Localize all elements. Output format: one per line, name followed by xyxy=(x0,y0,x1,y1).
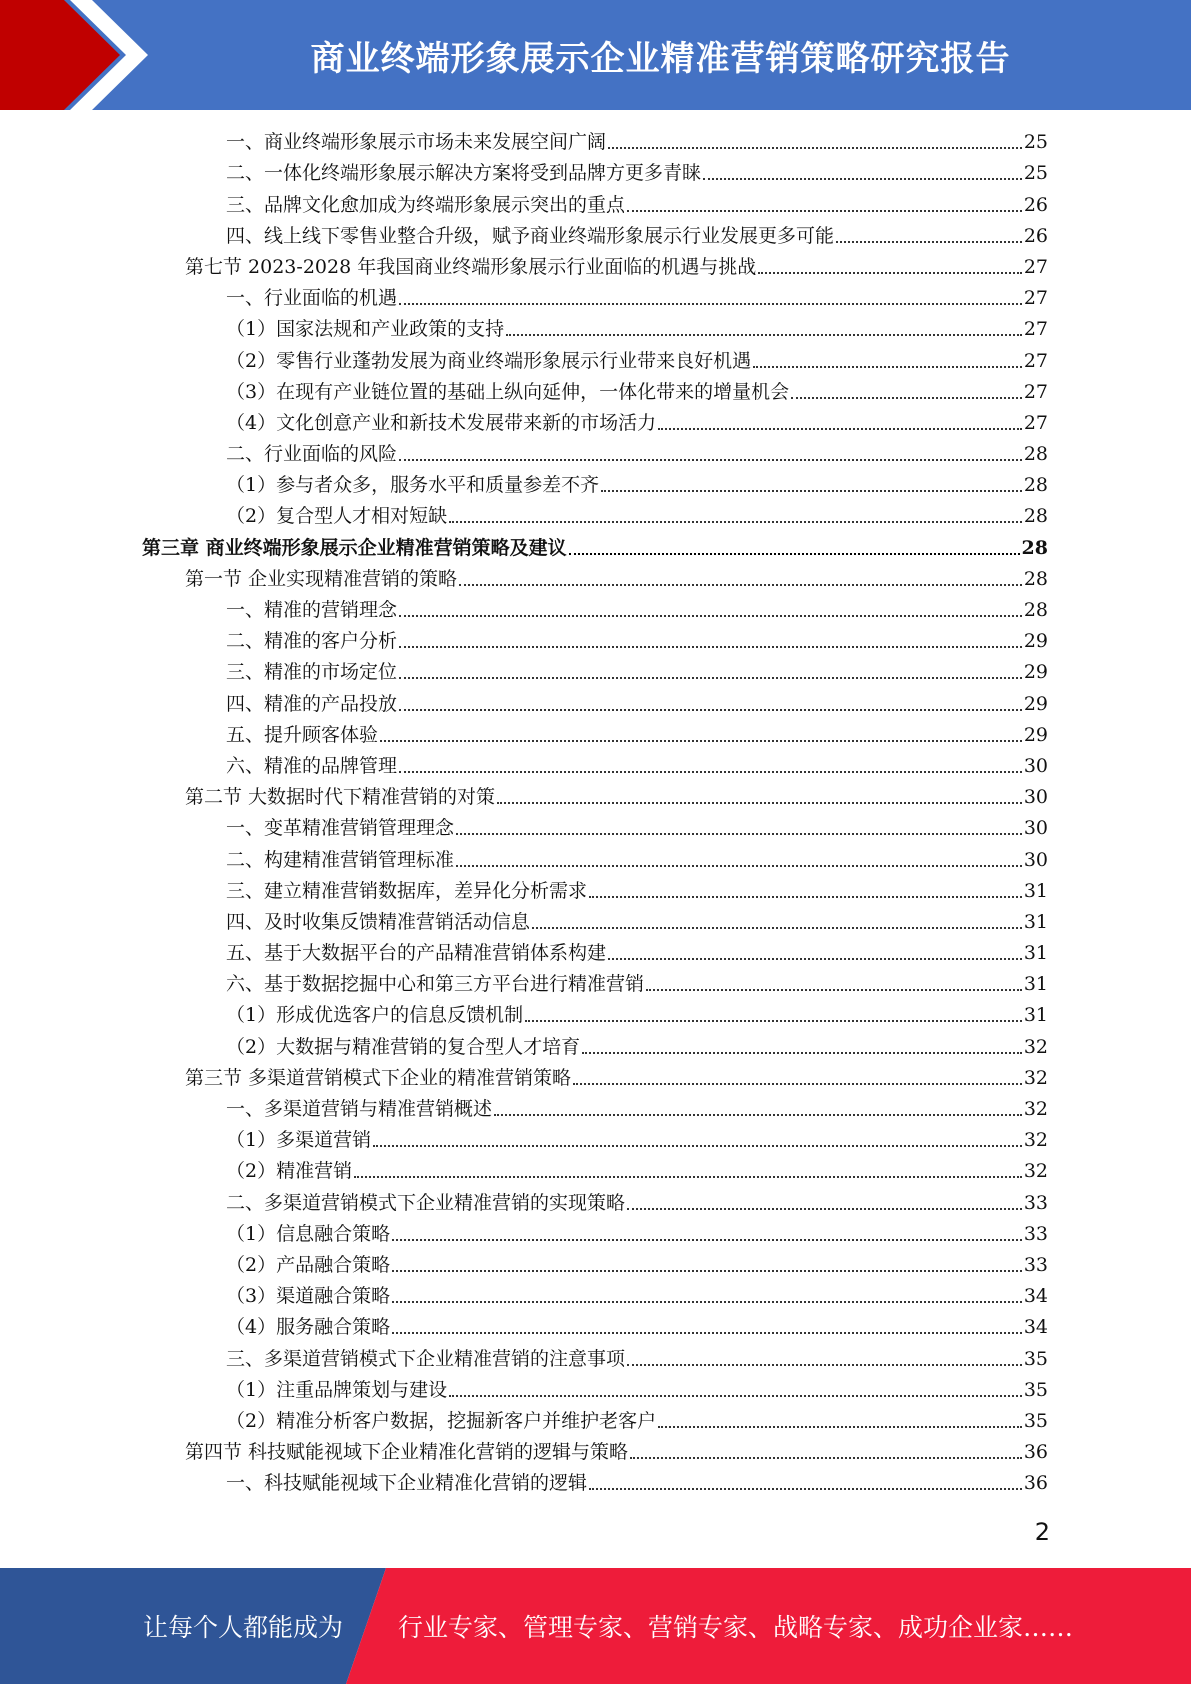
toc-entry-label: 一、精准的营销理念 xyxy=(226,599,398,621)
toc-leader-dots xyxy=(399,459,1022,461)
toc-entry-page: 28 xyxy=(1023,567,1048,590)
toc-leader-dots xyxy=(658,1426,1022,1428)
toc-entry[interactable] xyxy=(0,656,1191,687)
toc-entry-page: 28 xyxy=(1023,505,1048,528)
toc-leader-dots xyxy=(627,210,1022,212)
toc-leader-dots xyxy=(459,584,1022,586)
toc-entry-page: 34 xyxy=(1023,1285,1048,1308)
toc-leader-dots xyxy=(630,1457,1022,1459)
toc-entry-page: 33 xyxy=(1023,1191,1048,1214)
toc-entry-page: 27 xyxy=(1023,318,1048,341)
toc-entry[interactable] xyxy=(0,843,1191,874)
toc-entry-page: 29 xyxy=(1023,723,1048,746)
toc-entry-label: 二、一体化终端形象展示解决方案将受到品牌方更多青睐 xyxy=(226,162,702,185)
toc-entry-label: （1）形成优选客户的信息反馈机制 xyxy=(226,1004,524,1027)
toc-entry[interactable] xyxy=(0,469,1191,500)
toc-entry-label: 第四节 科技赋能视域下企业精准化营销的逻辑与策略 xyxy=(185,1441,629,1464)
toc-leader-dots xyxy=(532,927,1022,929)
toc-entry-label: 三、精准的市场定位 xyxy=(226,661,398,684)
toc-entry-label: 三、建立精准营销数据库，差异化分析需求 xyxy=(226,879,588,902)
toc-entry-label: （2）零售行业蓬勃发展为商业终端形象展示行业带来良好机遇 xyxy=(226,349,752,372)
toc-entry[interactable] xyxy=(0,1155,1191,1186)
toc-leader-dots xyxy=(506,334,1022,336)
toc-entry-label: （4）文化创意产业和新技术发展带来新的市场活力 xyxy=(226,411,657,434)
toc-entry[interactable] xyxy=(0,1280,1191,1311)
toc-entry-page: 32 xyxy=(1023,1129,1048,1152)
toc-entry[interactable] xyxy=(0,376,1191,407)
toc-entry[interactable] xyxy=(0,625,1191,656)
toc-entry-label: （1）信息融合策略 xyxy=(226,1222,391,1245)
toc-entry-label: 五、基于大数据平台的产品精准营销体系构建 xyxy=(226,942,607,965)
toc-entry-page: 33 xyxy=(1023,1253,1048,1276)
toc-entry-page: 25 xyxy=(1023,131,1048,154)
toc-entry-label: 第二节 大数据时代下精准营销的对策 xyxy=(185,786,496,809)
table-of-contents xyxy=(0,126,1191,1498)
toc-entry-page: 27 xyxy=(1023,411,1048,434)
toc-entry-label: 二、行业面临的风险 xyxy=(226,443,398,466)
toc-entry-page: 35 xyxy=(1023,1347,1048,1370)
toc-entry-page: 29 xyxy=(1023,630,1048,653)
toc-entry[interactable] xyxy=(0,594,1191,625)
toc-entry-page: 28 xyxy=(1023,599,1048,621)
toc-entry[interactable] xyxy=(0,1405,1191,1436)
toc-entry-page: 36 xyxy=(1023,1472,1048,1495)
toc-entry[interactable] xyxy=(0,1374,1191,1405)
toc-entry-page: 29 xyxy=(1023,692,1048,715)
toc-leader-dots xyxy=(456,833,1022,835)
toc-entry[interactable] xyxy=(0,1218,1191,1249)
toc-entry-page: 27 xyxy=(1023,380,1048,403)
toc-entry[interactable] xyxy=(0,531,1191,562)
toc-entry-page: 26 xyxy=(1023,193,1048,216)
toc-entry-label: （4）服务融合策略 xyxy=(226,1316,391,1339)
toc-leader-dots xyxy=(589,1488,1022,1490)
toc-leader-dots xyxy=(573,1083,1022,1085)
toc-entry-page: 32 xyxy=(1023,1035,1048,1058)
toc-entry-page: 30 xyxy=(1023,817,1048,840)
toc-entry-label: 二、构建精准营销管理标准 xyxy=(226,848,455,871)
toc-leader-dots xyxy=(392,1301,1022,1303)
toc-leader-dots xyxy=(380,740,1022,742)
toc-entry-label: 一、多渠道营销与精准营销概述 xyxy=(226,1098,493,1120)
toc-entry[interactable] xyxy=(0,1062,1191,1093)
toc-entry[interactable] xyxy=(0,937,1191,968)
toc-entry-page: 35 xyxy=(1023,1409,1048,1432)
toc-entry[interactable] xyxy=(0,1311,1191,1342)
toc-entry-label: 二、精准的客户分析 xyxy=(226,630,398,653)
toc-leader-dots xyxy=(627,1208,1022,1210)
toc-entry[interactable] xyxy=(0,1342,1191,1373)
toc-entry-label: 第三章 商业终端形象展示企业精准营销策略及建议 xyxy=(142,536,567,559)
toc-leader-dots xyxy=(646,989,1022,991)
toc-entry[interactable] xyxy=(0,407,1191,438)
toc-leader-dots xyxy=(608,958,1022,960)
page-header xyxy=(0,0,1191,110)
toc-entry-page: 32 xyxy=(1023,1098,1048,1120)
toc-entry[interactable] xyxy=(0,220,1191,251)
toc-entry-label: （1）国家法规和产业政策的支持 xyxy=(226,318,505,341)
toc-entry-label: 五、提升顾客体验 xyxy=(226,723,379,746)
toc-entry[interactable] xyxy=(0,781,1191,812)
toc-entry[interactable] xyxy=(0,1093,1191,1124)
toc-leader-dots xyxy=(373,1145,1022,1147)
toc-entry-label: 四、线上线下零售业整合升级，赋予商业终端形象展示行业发展更多可能 xyxy=(226,224,835,247)
toc-entry-label: 一、商业终端形象展示市场未来发展空间广阔 xyxy=(226,131,607,154)
page-footer xyxy=(0,1568,1191,1684)
toc-entry[interactable] xyxy=(0,1186,1191,1217)
toc-entry[interactable] xyxy=(0,1436,1191,1467)
toc-leader-dots xyxy=(658,428,1022,430)
toc-entry[interactable] xyxy=(0,282,1191,313)
toc-entry[interactable] xyxy=(0,968,1191,999)
toc-leader-dots xyxy=(836,241,1022,243)
toc-entry-label: （2）精准营销 xyxy=(226,1160,353,1183)
toc-entry-page: 28 xyxy=(1021,536,1048,559)
toc-entry-page: 31 xyxy=(1023,973,1048,996)
toc-leader-dots xyxy=(399,771,1022,773)
toc-entry[interactable] xyxy=(0,500,1191,531)
red-chevron-icon xyxy=(0,0,160,110)
toc-entry[interactable] xyxy=(0,875,1191,906)
toc-entry-label: 三、多渠道营销模式下企业精准营销的注意事项 xyxy=(226,1347,626,1370)
toc-entry-page: 30 xyxy=(1023,754,1048,777)
toc-leader-dots xyxy=(791,397,1022,399)
toc-entry-page: 32 xyxy=(1023,1066,1048,1089)
toc-entry-label: （1）注重品牌策划与建设 xyxy=(226,1378,448,1401)
toc-entry-label: （2）精准分析客户数据，挖掘新客户并维护老客户 xyxy=(226,1409,657,1432)
toc-entry-page: 27 xyxy=(1023,287,1048,310)
toc-entry-page: 27 xyxy=(1023,349,1048,372)
toc-entry[interactable] xyxy=(0,719,1191,750)
toc-entry-label: （1）参与者众多，服务水平和质量参差不齐 xyxy=(226,474,600,497)
toc-entry-page: 36 xyxy=(1023,1441,1048,1464)
report-title: 商业终端形象展示企业精准营销策略研究报告 xyxy=(310,38,1011,79)
toc-leader-dots xyxy=(753,366,1022,368)
toc-entry-label: 三、品牌文化愈加成为终端形象展示突出的重点 xyxy=(226,193,626,216)
toc-entry-page: 29 xyxy=(1023,661,1048,684)
toc-entry-label: 一、科技赋能视域下企业精准化营销的逻辑 xyxy=(226,1472,588,1495)
toc-leader-dots xyxy=(525,1020,1022,1022)
toc-leader-dots xyxy=(703,178,1022,180)
toc-leader-dots xyxy=(354,1176,1022,1178)
toc-entry[interactable] xyxy=(0,157,1191,188)
toc-entry[interactable] xyxy=(0,1124,1191,1155)
toc-leader-dots xyxy=(569,553,1020,555)
toc-leader-dots xyxy=(627,1364,1022,1366)
toc-entry-label: 六、基于数据挖掘中心和第三方平台进行精准营销 xyxy=(226,973,645,996)
toc-entry-page: 28 xyxy=(1023,443,1048,466)
toc-entry[interactable] xyxy=(0,188,1191,219)
toc-entry-label: （3）在现有产业链位置的基础上纵向延伸，一体化带来的增量机会 xyxy=(226,380,790,403)
toc-entry-page: 33 xyxy=(1023,1222,1048,1245)
page-number: 2 xyxy=(1034,1518,1050,1546)
toc-entry[interactable] xyxy=(0,999,1191,1030)
toc-leader-dots xyxy=(456,865,1022,867)
toc-entry[interactable] xyxy=(0,126,1191,157)
toc-entry-page: 28 xyxy=(1023,474,1048,497)
toc-entry-label: （3）渠道融合策略 xyxy=(226,1285,391,1308)
toc-entry[interactable] xyxy=(0,563,1191,594)
toc-entry[interactable] xyxy=(0,438,1191,469)
toc-entry-page: 25 xyxy=(1023,162,1048,185)
toc-leader-dots xyxy=(589,896,1022,898)
toc-entry-page: 31 xyxy=(1023,1004,1048,1027)
toc-entry-page: 31 xyxy=(1023,942,1048,965)
toc-leader-dots xyxy=(497,802,1022,804)
toc-entry-label: 六、精准的品牌管理 xyxy=(226,754,398,777)
toc-leader-dots xyxy=(608,147,1022,149)
toc-leader-dots xyxy=(399,615,1022,617)
toc-entry-label: 四、及时收集反馈精准营销活动信息 xyxy=(226,910,531,933)
toc-leader-dots xyxy=(449,521,1022,523)
toc-leader-dots xyxy=(392,1239,1022,1241)
toc-leader-dots xyxy=(399,677,1022,679)
toc-entry-page: 27 xyxy=(1023,255,1048,278)
toc-entry-label: 一、行业面临的机遇 xyxy=(226,287,398,310)
toc-leader-dots xyxy=(399,709,1022,711)
toc-entry[interactable] xyxy=(0,251,1191,282)
toc-entry[interactable] xyxy=(0,1249,1191,1280)
toc-leader-dots xyxy=(449,1395,1022,1397)
toc-entry[interactable] xyxy=(0,750,1191,781)
toc-entry[interactable] xyxy=(0,906,1191,937)
toc-entry-label: （2）复合型人才相对短缺 xyxy=(226,505,448,528)
toc-leader-dots xyxy=(392,1332,1022,1334)
toc-entry-label: 四、精准的产品投放 xyxy=(226,692,398,715)
toc-leader-dots xyxy=(494,1114,1022,1116)
toc-leader-dots xyxy=(582,1052,1022,1054)
toc-entry[interactable] xyxy=(0,687,1191,718)
toc-entry-label: 一、变革精准营销管理理念 xyxy=(226,817,455,840)
toc-leader-dots xyxy=(392,1270,1022,1272)
toc-entry-page: 32 xyxy=(1023,1160,1048,1183)
toc-entry-label: 第一节 企业实现精准营销的策略 xyxy=(185,567,458,590)
toc-entry-page: 26 xyxy=(1023,224,1048,247)
toc-entry-page: 30 xyxy=(1023,786,1048,809)
toc-entry-page: 34 xyxy=(1023,1316,1048,1339)
toc-entry-page: 31 xyxy=(1023,879,1048,902)
toc-leader-dots xyxy=(601,490,1022,492)
toc-entry-page: 30 xyxy=(1023,848,1048,871)
toc-entry[interactable] xyxy=(0,1467,1191,1498)
toc-leader-dots xyxy=(399,646,1022,648)
toc-entry-label: （1）多渠道营销 xyxy=(226,1129,372,1152)
toc-entry-label: （2）产品融合策略 xyxy=(226,1253,391,1276)
footer-slogan-left: 让每个人都能成为 xyxy=(143,1613,344,1642)
toc-entry[interactable] xyxy=(0,313,1191,344)
toc-entry-label: （2）大数据与精准营销的复合型人才培育 xyxy=(226,1035,581,1058)
toc-leader-dots xyxy=(399,303,1022,305)
toc-entry-label: 二、多渠道营销模式下企业精准营销的实现策略 xyxy=(226,1191,626,1214)
toc-entry[interactable] xyxy=(0,344,1191,375)
toc-entry-page: 35 xyxy=(1023,1378,1048,1401)
footer-slogan-right: 行业专家、管理专家、营销专家、战略专家、成功企业家…… xyxy=(398,1613,1074,1642)
toc-leader-dots xyxy=(758,272,1022,274)
toc-entry[interactable] xyxy=(0,1030,1191,1061)
toc-entry-label: 第七节 2023-2028 年我国商业终端形象展示行业面临的机遇与挑战 xyxy=(185,255,757,278)
toc-entry-label: 第三节 多渠道营销模式下企业的精准营销策略 xyxy=(185,1066,572,1089)
toc-entry-page: 31 xyxy=(1023,910,1048,933)
toc-entry[interactable] xyxy=(0,812,1191,843)
